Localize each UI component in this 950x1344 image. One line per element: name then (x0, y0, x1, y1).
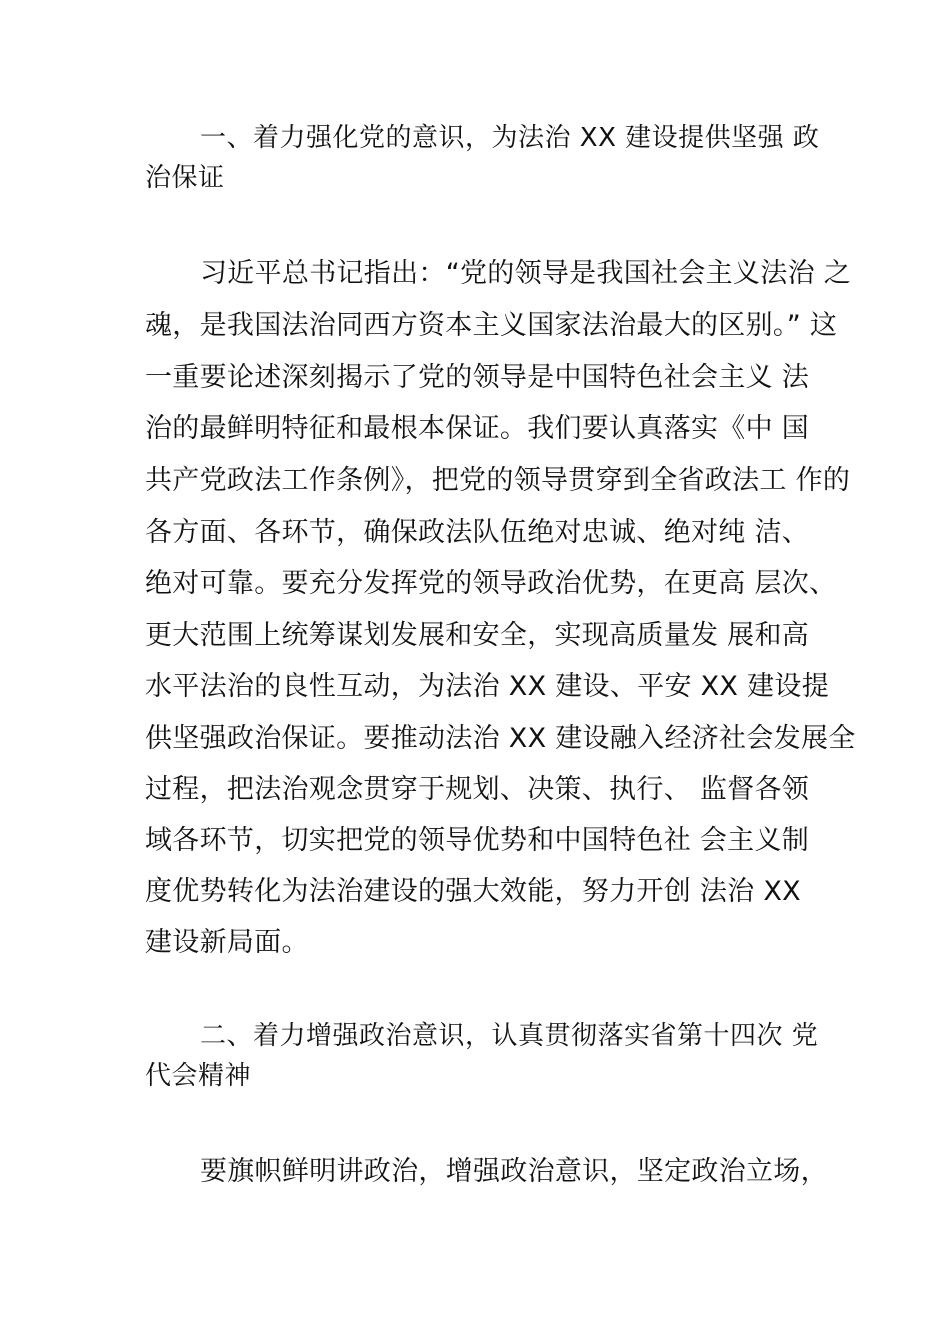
section-1-line-13: 度优势转化为法治建设的强大效能，努力开创 法治 XX (145, 876, 801, 907)
section-1-line-9: 水平法治的良性互动，为法治 XX 建设、平安 XX 建设提 (145, 671, 830, 702)
section-1-line-1: 习近平总书记指出：“党的领导是我国社会主义法治 之 (200, 258, 852, 289)
section-1-heading: 一、着力强化党的意识，为法治 XX 建设提供坚强 政治保证 (145, 123, 820, 193)
section-2-heading: 二、着力增强政治意识，认真贯彻落实省第十四次 党代会精神 (145, 1021, 819, 1091)
section-1-line-5: 共产党政法工作条例》，把党的领导贯穿到全省政法工 作的 (145, 465, 851, 496)
section-1-line-3: 一重要论述深刻揭示了党的领导是中国特色社会主义 法 (145, 362, 810, 393)
section-1-line-11: 过程，把法治观念贯穿于规划、决策、执行、 监督各领 (145, 774, 810, 805)
section-1-line-4: 治的最鲜明特征和最根本保证。我们要认真落实《中 国 (145, 413, 810, 444)
section-1-line-12: 域各环节，切实把党的领导优势和中国特色社 会主义制 (145, 825, 810, 856)
section-1-line-7: 绝对可靠。要充分发挥党的领导政治优势，在更高 层次、 (145, 568, 837, 599)
section-1-line-2: 魂，是我国法治同西方资本主义国家法治最大的区别。” 这 (145, 310, 838, 341)
section-2-line-1: 要旗帜鲜明讲政治，增强政治意识，坚定政治立场， (200, 1156, 828, 1187)
section-1-line-8: 更大范围上统筹谋划发展和安全，实现高质量发 展和高 (145, 620, 810, 651)
section-1-line-6: 各方面、各环节，确保政法队伍绝对忠诚、绝对纯 洁、 (145, 517, 810, 548)
section-1-line-10: 供坚强政治保证。要推动法治 XX 建设融入经济社会发展全 (145, 723, 856, 754)
section-1-line-14: 建设新局面。 (145, 927, 309, 958)
